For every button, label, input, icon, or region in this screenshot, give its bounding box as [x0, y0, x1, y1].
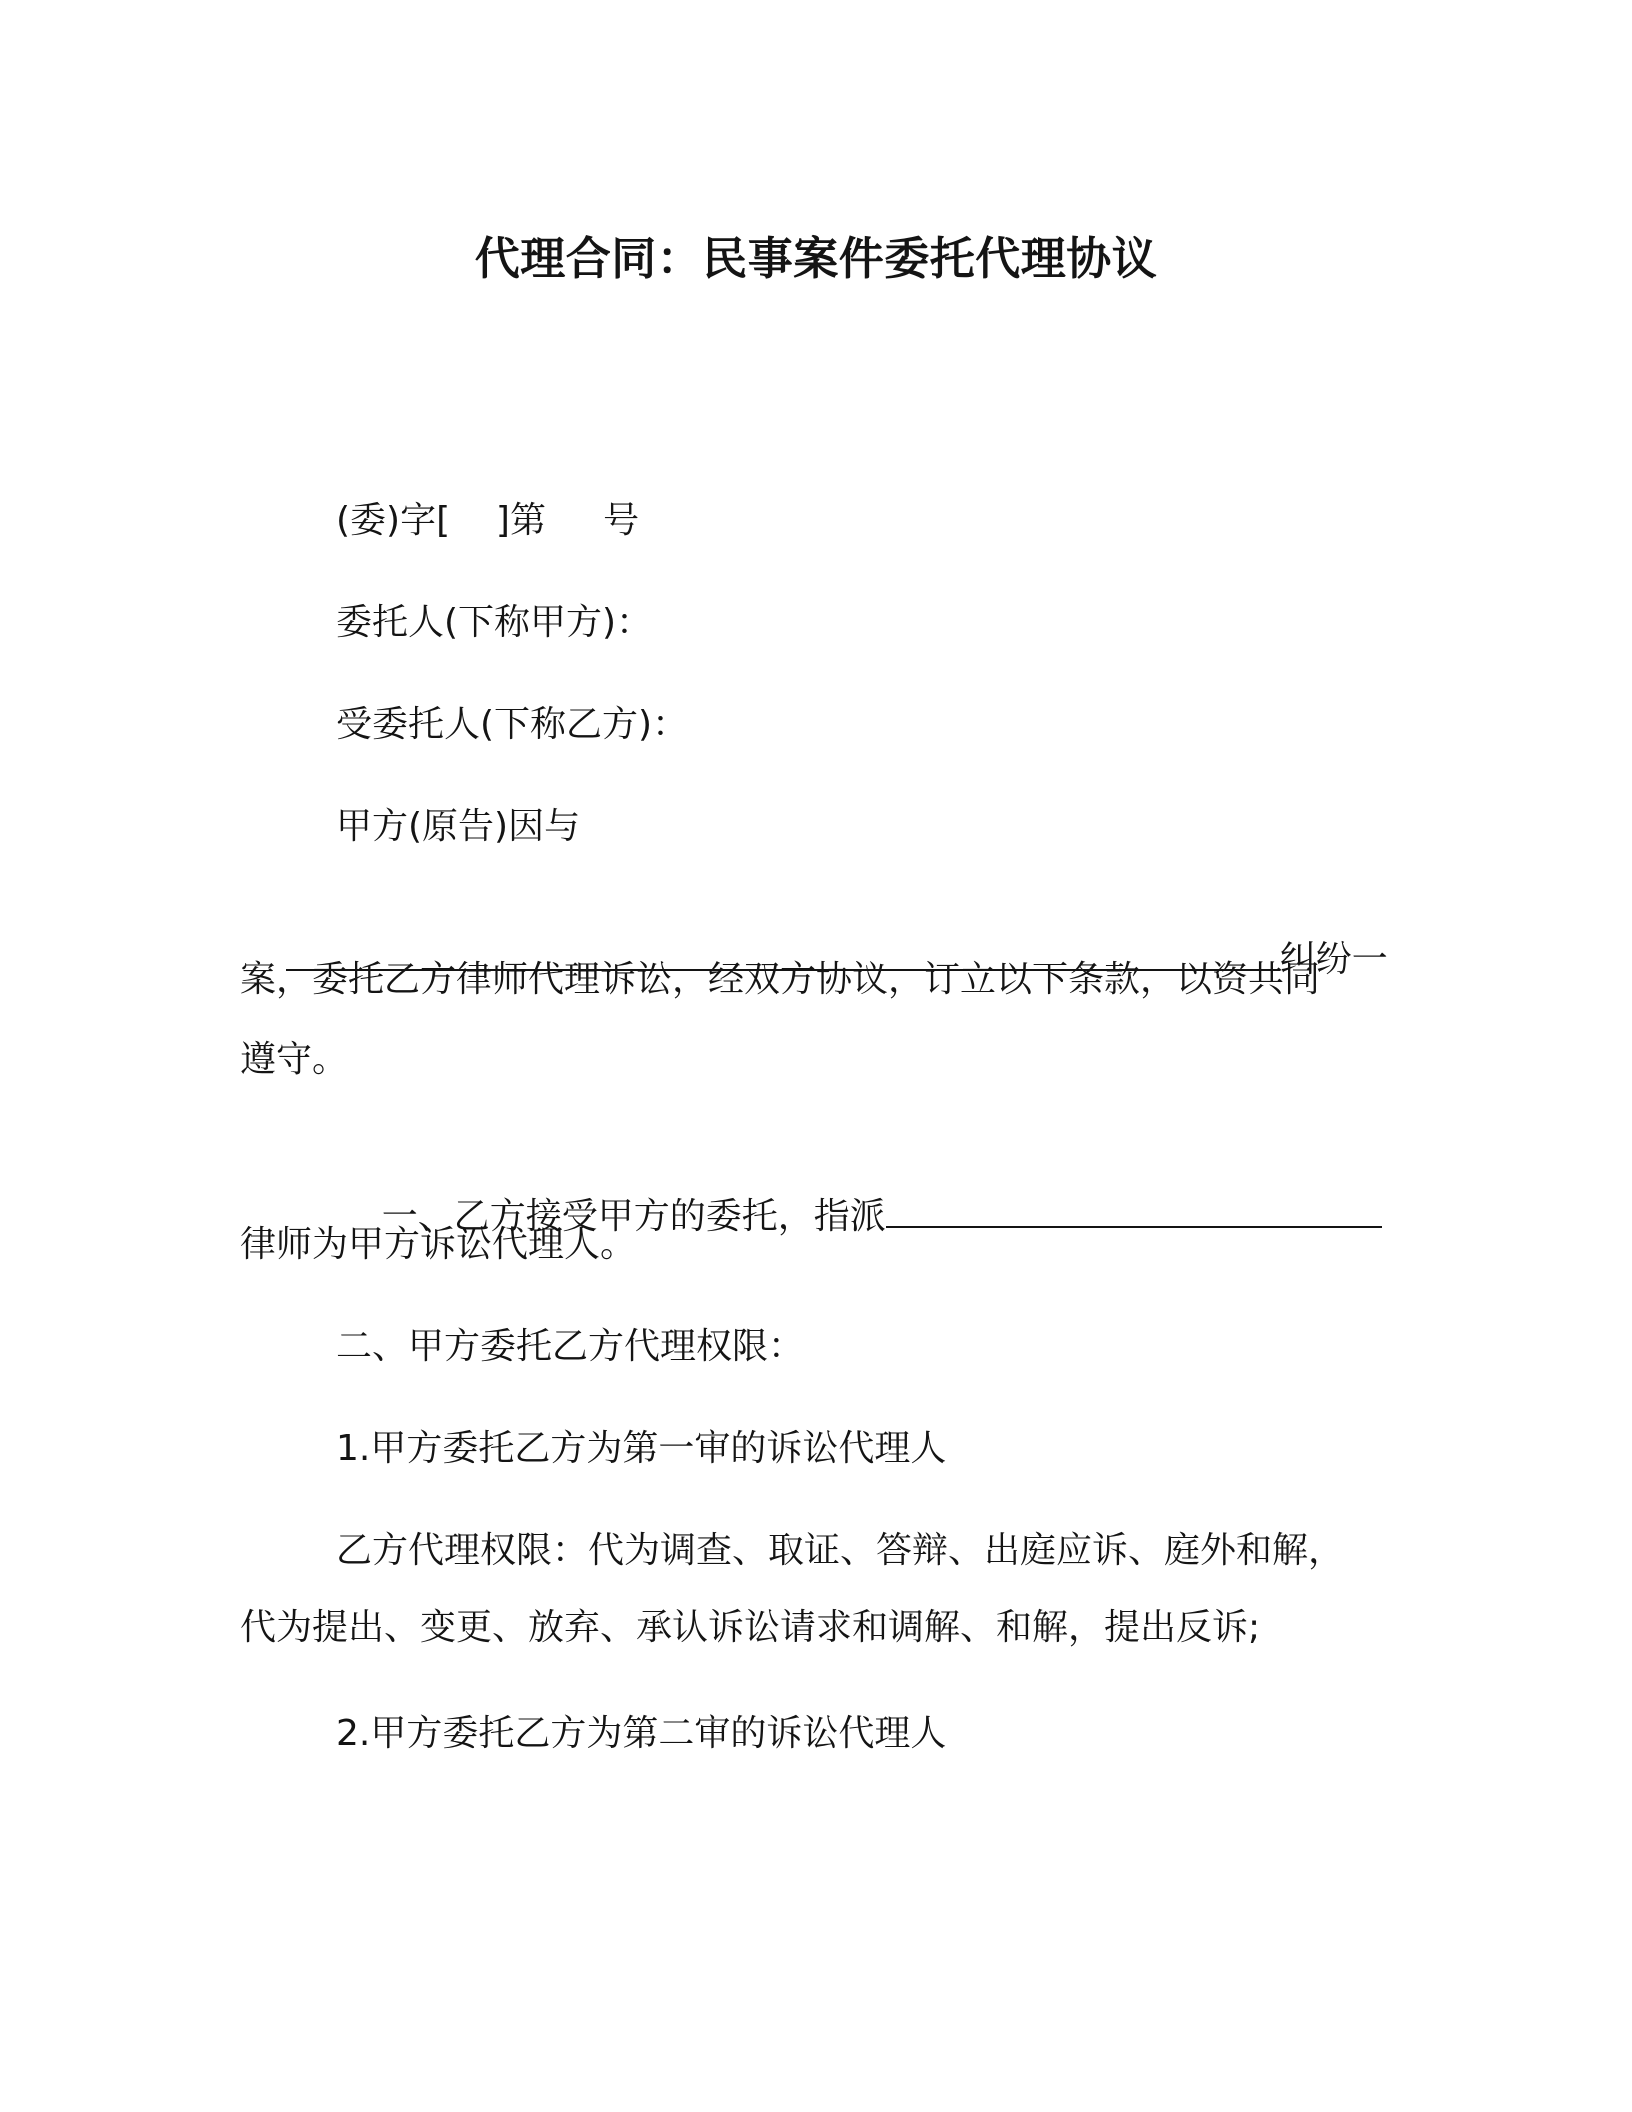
clause-2-powers-line-1: 乙方代理权限：代为调查、取证、答辩、出庭应诉、庭外和解，	[336, 1530, 1345, 1571]
document-title: 代理合同：民事案件委托代理协议	[474, 232, 1158, 285]
preamble-line-3: 案，委托乙方律师代理诉讼，经双方协议，订立以下条款，以资共同	[240, 959, 1321, 1000]
preamble-line-1: 甲方(原告)因与	[336, 806, 581, 847]
client-label: 委托人(下称甲方)：	[336, 602, 653, 643]
clause-2-powers-line-2: 代为提出、变更、放弃、承认诉讼请求和调解、和解，提出反诉;	[240, 1607, 1261, 1648]
clause-1-prefix: 一、乙方接受甲方的委托，指派	[381, 1196, 886, 1237]
lawyer-name-blank	[886, 1192, 1382, 1228]
clause-1-line-2: 律师为甲方诉讼代理人。	[240, 1224, 637, 1265]
agent-label: 受委托人(下称乙方)：	[336, 704, 689, 745]
clause-2-item-1: 1.甲方委托乙方为第一审的诉讼代理人	[336, 1428, 947, 1469]
clause-2-heading: 二、甲方委托乙方代理权限：	[336, 1326, 805, 1367]
preamble-line-4: 遵守。	[240, 1039, 349, 1080]
case-number: (委)字[ ]第 号	[336, 500, 640, 541]
clause-2-item-2: 2.甲方委托乙方为第二审的诉讼代理人	[336, 1713, 947, 1754]
preamble-line-2-suffix: 纠纷一	[1279, 939, 1388, 980]
